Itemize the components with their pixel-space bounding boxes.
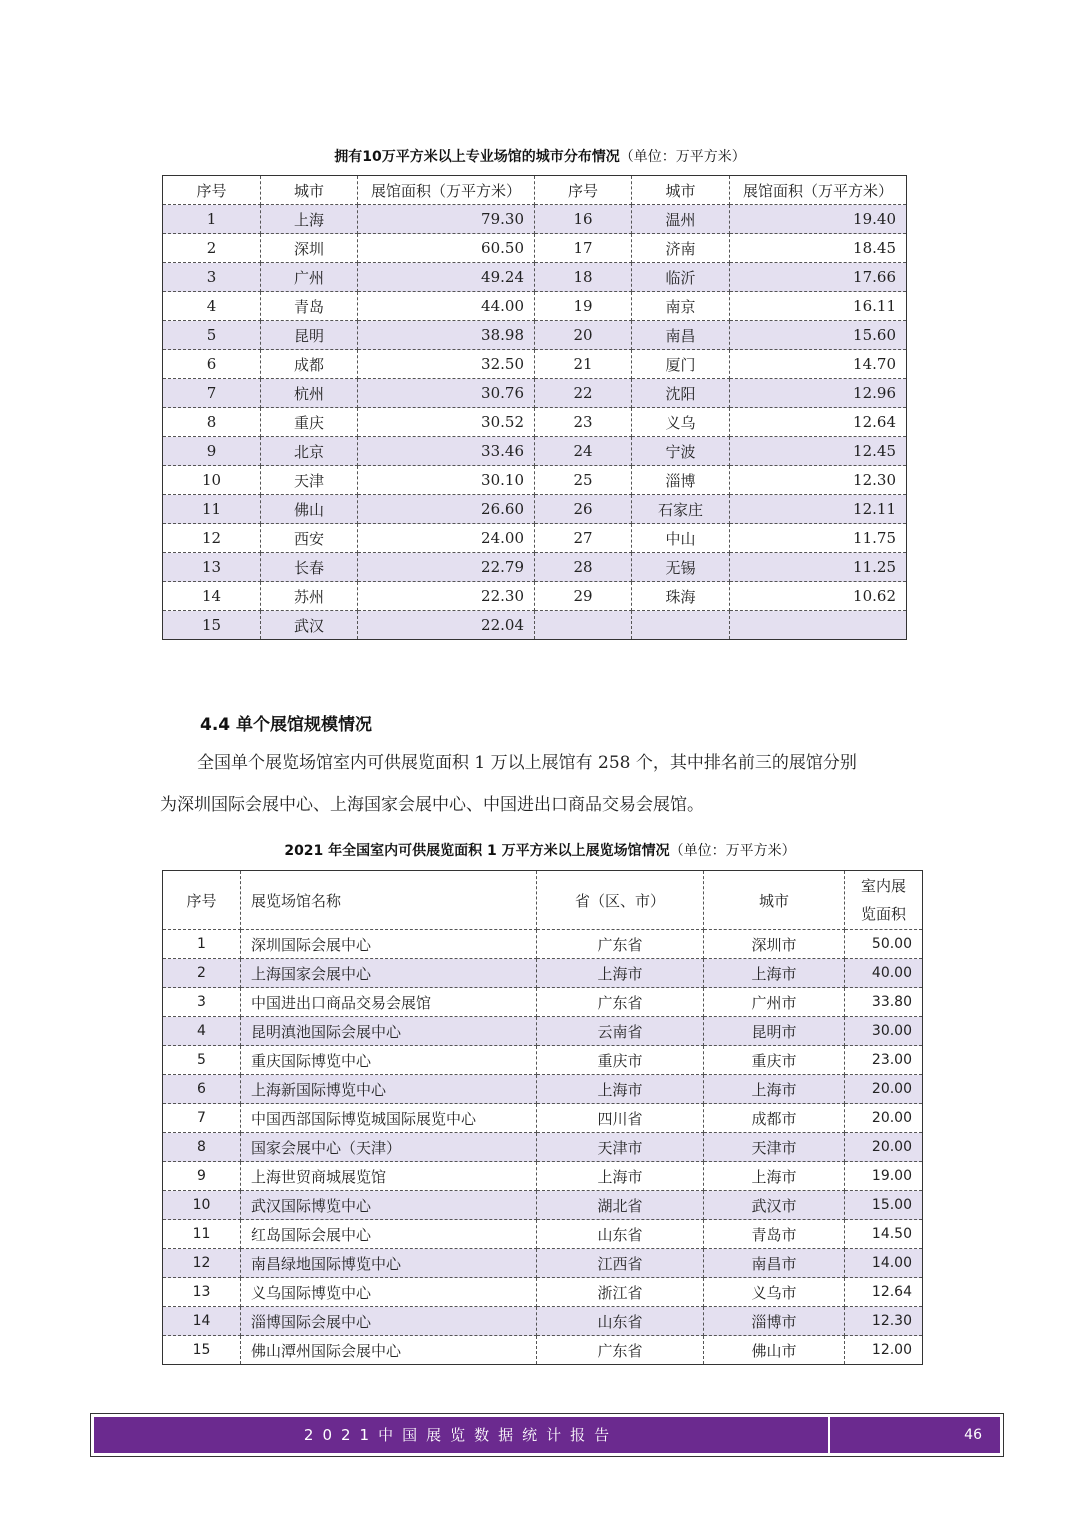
table-header-row xyxy=(163,176,907,205)
table-cell: 28 xyxy=(535,553,632,582)
table-row xyxy=(163,1249,923,1278)
table-row xyxy=(163,524,907,553)
table-cell: 南昌绿地国际博览中心 xyxy=(241,1249,537,1278)
table-cell: 义乌 xyxy=(632,408,730,437)
table-cell: 四川省 xyxy=(537,1104,704,1133)
header-cell: 城市 xyxy=(261,176,358,205)
table-cell: 重庆 xyxy=(261,408,358,437)
table-cell: 9 xyxy=(163,437,261,466)
page-footer xyxy=(90,1413,1004,1457)
table-cell: 13 xyxy=(163,1278,241,1307)
table-row xyxy=(163,321,907,350)
table-cell: 南昌 xyxy=(632,321,730,350)
table-cell: 15 xyxy=(163,1336,241,1365)
table-cell: 30.10 xyxy=(358,466,535,495)
table-cell: 30.00 xyxy=(845,1017,923,1046)
table-cell: 义乌市 xyxy=(704,1278,845,1307)
table-cell: 广东省 xyxy=(537,930,704,959)
table-cell: 佛山市 xyxy=(704,1336,845,1365)
table-cell: 临沂 xyxy=(632,263,730,292)
table-cell: 16 xyxy=(535,205,632,234)
table-cell: 上海国家会展中心 xyxy=(241,959,537,988)
header-cell: 序号 xyxy=(163,176,261,205)
table-cell xyxy=(730,611,907,640)
table-cell: 14 xyxy=(163,582,261,611)
table-cell: 26.60 xyxy=(358,495,535,524)
table-cell: 23.00 xyxy=(845,1046,923,1075)
table-cell: 12.96 xyxy=(730,379,907,408)
table-cell: 2 xyxy=(163,234,261,263)
table-row xyxy=(163,1133,923,1162)
table-cell: 20.00 xyxy=(845,1104,923,1133)
table-row xyxy=(163,582,907,611)
table-cell: 上海市 xyxy=(537,959,704,988)
table-cell: 12.30 xyxy=(845,1307,923,1336)
table-cell: 3 xyxy=(163,263,261,292)
table1-caption-title: 拥有10万平方米以上专业场馆的城市分布情况 xyxy=(334,149,620,165)
table-row xyxy=(163,1307,923,1336)
table-row xyxy=(163,408,907,437)
table-cell: 40.00 xyxy=(845,959,923,988)
footer-bar xyxy=(94,1417,1000,1453)
table-cell: 12.64 xyxy=(730,408,907,437)
table-cell: 上海市 xyxy=(704,1075,845,1104)
table-row xyxy=(163,1104,923,1133)
table2-body xyxy=(163,930,923,1365)
table-cell: 30.76 xyxy=(358,379,535,408)
table-cell: 上海市 xyxy=(537,1075,704,1104)
header-cell: 序号 xyxy=(163,871,241,930)
table-cell: 9 xyxy=(163,1162,241,1191)
table-cell: 29 xyxy=(535,582,632,611)
table-cell: 珠海 xyxy=(632,582,730,611)
table-cell: 32.50 xyxy=(358,350,535,379)
table-cell: 12.45 xyxy=(730,437,907,466)
table-cell: 上海世贸商城展览馆 xyxy=(241,1162,537,1191)
table-cell: 青岛市 xyxy=(704,1220,845,1249)
venue-table xyxy=(162,870,923,1365)
table-cell: 22.04 xyxy=(358,611,535,640)
table-cell: 西安 xyxy=(261,524,358,553)
table-cell: 重庆市 xyxy=(704,1046,845,1075)
header-cell: 展馆面积（万平方米） xyxy=(730,176,907,205)
table-cell: 12.11 xyxy=(730,495,907,524)
table-cell: 上海市 xyxy=(704,1162,845,1191)
table-cell: 14 xyxy=(163,1307,241,1336)
table-cell: 79.30 xyxy=(358,205,535,234)
table-cell: 12 xyxy=(163,1249,241,1278)
table-cell: 21 xyxy=(535,350,632,379)
table-header-row xyxy=(163,871,923,930)
table-row xyxy=(163,263,907,292)
table-cell: 17.66 xyxy=(730,263,907,292)
table-row xyxy=(163,1162,923,1191)
table-cell: 浙江省 xyxy=(537,1278,704,1307)
table-row xyxy=(163,466,907,495)
table-row xyxy=(163,959,923,988)
table-row xyxy=(163,1278,923,1307)
table-row xyxy=(163,495,907,524)
table-cell: 12.30 xyxy=(730,466,907,495)
table-row xyxy=(163,292,907,321)
table-row xyxy=(163,930,923,959)
table-cell: 无锡 xyxy=(632,553,730,582)
table-cell: 1 xyxy=(163,930,241,959)
table-cell: 成都市 xyxy=(704,1104,845,1133)
header-cell-area xyxy=(845,871,923,930)
table-cell: 12 xyxy=(163,524,261,553)
table-cell: 广东省 xyxy=(537,1336,704,1365)
table-cell: 23 xyxy=(535,408,632,437)
table-row xyxy=(163,553,907,582)
table-cell: 24 xyxy=(535,437,632,466)
table-cell: 30.52 xyxy=(358,408,535,437)
table-cell: 天津 xyxy=(261,466,358,495)
table-cell: 济南 xyxy=(632,234,730,263)
table-cell: 北京 xyxy=(261,437,358,466)
table-cell: 25 xyxy=(535,466,632,495)
table-cell: 19 xyxy=(535,292,632,321)
table-row xyxy=(163,1046,923,1075)
table-cell: 南京 xyxy=(632,292,730,321)
table-cell: 温州 xyxy=(632,205,730,234)
table-cell: 深圳国际会展中心 xyxy=(241,930,537,959)
header-area-line2: 览面积 xyxy=(860,905,906,923)
table-cell: 成都 xyxy=(261,350,358,379)
table-cell: 上海市 xyxy=(537,1162,704,1191)
table-cell: 14.00 xyxy=(845,1249,923,1278)
table-cell: 6 xyxy=(163,1075,241,1104)
table-cell: 22.30 xyxy=(358,582,535,611)
table2-caption xyxy=(0,840,1080,860)
table-row xyxy=(163,350,907,379)
table2-caption-unit: （单位：万平方米） xyxy=(669,843,796,859)
table2-caption-title: 2021 年全国室内可供展览面积 1 万平方米以上展览场馆情况 xyxy=(284,843,670,859)
table-cell: 49.24 xyxy=(358,263,535,292)
table-cell: 50.00 xyxy=(845,930,923,959)
table-cell: 11 xyxy=(163,495,261,524)
table-cell: 武汉 xyxy=(261,611,358,640)
table-cell: 3 xyxy=(163,988,241,1017)
table-cell: 10 xyxy=(163,466,261,495)
table-cell: 义乌国际博览中心 xyxy=(241,1278,537,1307)
table-cell: 27 xyxy=(535,524,632,553)
table-cell: 湖北省 xyxy=(537,1191,704,1220)
table-cell: 20 xyxy=(535,321,632,350)
table-cell: 江西省 xyxy=(537,1249,704,1278)
table-cell: 淄博 xyxy=(632,466,730,495)
table-cell: 12.64 xyxy=(845,1278,923,1307)
table-cell: 云南省 xyxy=(537,1017,704,1046)
table-cell: 广东省 xyxy=(537,988,704,1017)
header-area-line1: 室内展 xyxy=(860,877,906,895)
table-cell: 淄博市 xyxy=(704,1307,845,1336)
table-cell: 2 xyxy=(163,959,241,988)
table-cell: 18.45 xyxy=(730,234,907,263)
table-cell: 昆明 xyxy=(261,321,358,350)
table-row xyxy=(163,1191,923,1220)
table-cell: 5 xyxy=(163,321,261,350)
table-cell: 44.00 xyxy=(358,292,535,321)
table-cell: 长春 xyxy=(261,553,358,582)
table-cell: 26 xyxy=(535,495,632,524)
paragraph-line-1: 全国单个展览场馆室内可供展览面积 1 万以上展馆有 258 个，其中排名前三的展馆分别 xyxy=(197,753,857,773)
table-row xyxy=(163,611,907,640)
table-cell: 15.60 xyxy=(730,321,907,350)
table-cell: 15 xyxy=(163,611,261,640)
table-cell: 16.11 xyxy=(730,292,907,321)
table-cell: 上海新国际博览中心 xyxy=(241,1075,537,1104)
table1-body xyxy=(163,205,907,640)
table-cell: 上海 xyxy=(261,205,358,234)
table-cell xyxy=(632,611,730,640)
table-row xyxy=(163,205,907,234)
table-cell: 杭州 xyxy=(261,379,358,408)
table1-caption-unit: （单位：万平方米） xyxy=(619,149,746,165)
table-cell: 8 xyxy=(163,1133,241,1162)
table-cell: 宁波 xyxy=(632,437,730,466)
page-number: 46 xyxy=(964,1427,982,1443)
table-cell: 中国进出口商品交易会展馆 xyxy=(241,988,537,1017)
table-cell: 中国西部国际博览城国际展览中心 xyxy=(241,1104,537,1133)
table-cell: 苏州 xyxy=(261,582,358,611)
header-cell: 展馆面积（万平方米） xyxy=(358,176,535,205)
table-cell: 4 xyxy=(163,1017,241,1046)
footer-title: 2021中国展览数据统计报告 xyxy=(303,1426,619,1444)
table-cell: 国家会展中心（天津） xyxy=(241,1133,537,1162)
table-cell: 7 xyxy=(163,1104,241,1133)
table-cell: 38.98 xyxy=(358,321,535,350)
table-cell: 天津市 xyxy=(537,1133,704,1162)
table-cell: 深圳 xyxy=(261,234,358,263)
table-cell: 天津市 xyxy=(704,1133,845,1162)
table-row xyxy=(163,988,923,1017)
table-cell: 14.50 xyxy=(845,1220,923,1249)
table-cell: 4 xyxy=(163,292,261,321)
table-cell: 12.00 xyxy=(845,1336,923,1365)
table-cell: 33.46 xyxy=(358,437,535,466)
table-cell: 厦门 xyxy=(632,350,730,379)
table-row xyxy=(163,1220,923,1249)
table-cell: 5 xyxy=(163,1046,241,1075)
table-cell: 19.00 xyxy=(845,1162,923,1191)
table-cell: 33.80 xyxy=(845,988,923,1017)
table1-caption xyxy=(0,146,1080,166)
table-cell: 重庆市 xyxy=(537,1046,704,1075)
table-cell: 10.62 xyxy=(730,582,907,611)
table-cell: 重庆国际博览中心 xyxy=(241,1046,537,1075)
table-cell: 上海市 xyxy=(704,959,845,988)
table-cell: 22.79 xyxy=(358,553,535,582)
table-cell: 10 xyxy=(163,1191,241,1220)
table-cell: 8 xyxy=(163,408,261,437)
table-cell: 青岛 xyxy=(261,292,358,321)
table-cell xyxy=(535,611,632,640)
table-cell: 深圳市 xyxy=(704,930,845,959)
table-cell: 广州 xyxy=(261,263,358,292)
header-cell: 城市 xyxy=(632,176,730,205)
table-cell: 13 xyxy=(163,553,261,582)
table-row xyxy=(163,1336,923,1365)
table-cell: 沈阳 xyxy=(632,379,730,408)
table-cell: 1 xyxy=(163,205,261,234)
header-cell: 展览场馆名称 xyxy=(241,871,537,930)
table-cell: 武汉国际博览中心 xyxy=(241,1191,537,1220)
header-cell: 序号 xyxy=(535,176,632,205)
table-cell: 南昌市 xyxy=(704,1249,845,1278)
table-cell: 6 xyxy=(163,350,261,379)
table-cell: 佛山潭州国际会展中心 xyxy=(241,1336,537,1365)
table-row xyxy=(163,1017,923,1046)
table-cell: 武汉市 xyxy=(704,1191,845,1220)
table-row xyxy=(163,437,907,466)
table-cell: 昆明滇池国际会展中心 xyxy=(241,1017,537,1046)
table-cell: 60.50 xyxy=(358,234,535,263)
table-cell: 11.75 xyxy=(730,524,907,553)
table-cell: 14.70 xyxy=(730,350,907,379)
table-cell: 15.00 xyxy=(845,1191,923,1220)
table-cell: 石家庄 xyxy=(632,495,730,524)
table-cell: 红岛国际会展中心 xyxy=(241,1220,537,1249)
table-cell: 山东省 xyxy=(537,1220,704,1249)
table-cell: 山东省 xyxy=(537,1307,704,1336)
header-cell: 省（区、市） xyxy=(537,871,704,930)
header-cell: 城市 xyxy=(704,871,845,930)
table-cell: 17 xyxy=(535,234,632,263)
table-cell: 19.40 xyxy=(730,205,907,234)
table-cell: 11.25 xyxy=(730,553,907,582)
table-cell: 20.00 xyxy=(845,1133,923,1162)
table-cell: 昆明市 xyxy=(704,1017,845,1046)
table-cell: 淄博国际会展中心 xyxy=(241,1307,537,1336)
section-heading: 4.4 单个展馆规模情况 xyxy=(200,715,373,735)
table-cell: 24.00 xyxy=(358,524,535,553)
table-cell: 22 xyxy=(535,379,632,408)
table-row xyxy=(163,1075,923,1104)
table-cell: 7 xyxy=(163,379,261,408)
table-row xyxy=(163,379,907,408)
table-cell: 11 xyxy=(163,1220,241,1249)
table-cell: 中山 xyxy=(632,524,730,553)
city-venue-table xyxy=(162,175,907,640)
table-cell: 广州市 xyxy=(704,988,845,1017)
table-row xyxy=(163,234,907,263)
table-cell: 18 xyxy=(535,263,632,292)
paragraph-line-2: 为深圳国际会展中心、上海国家会展中心、中国进出口商品交易会展馆。 xyxy=(160,795,704,815)
table-cell: 佛山 xyxy=(261,495,358,524)
table-cell: 20.00 xyxy=(845,1075,923,1104)
